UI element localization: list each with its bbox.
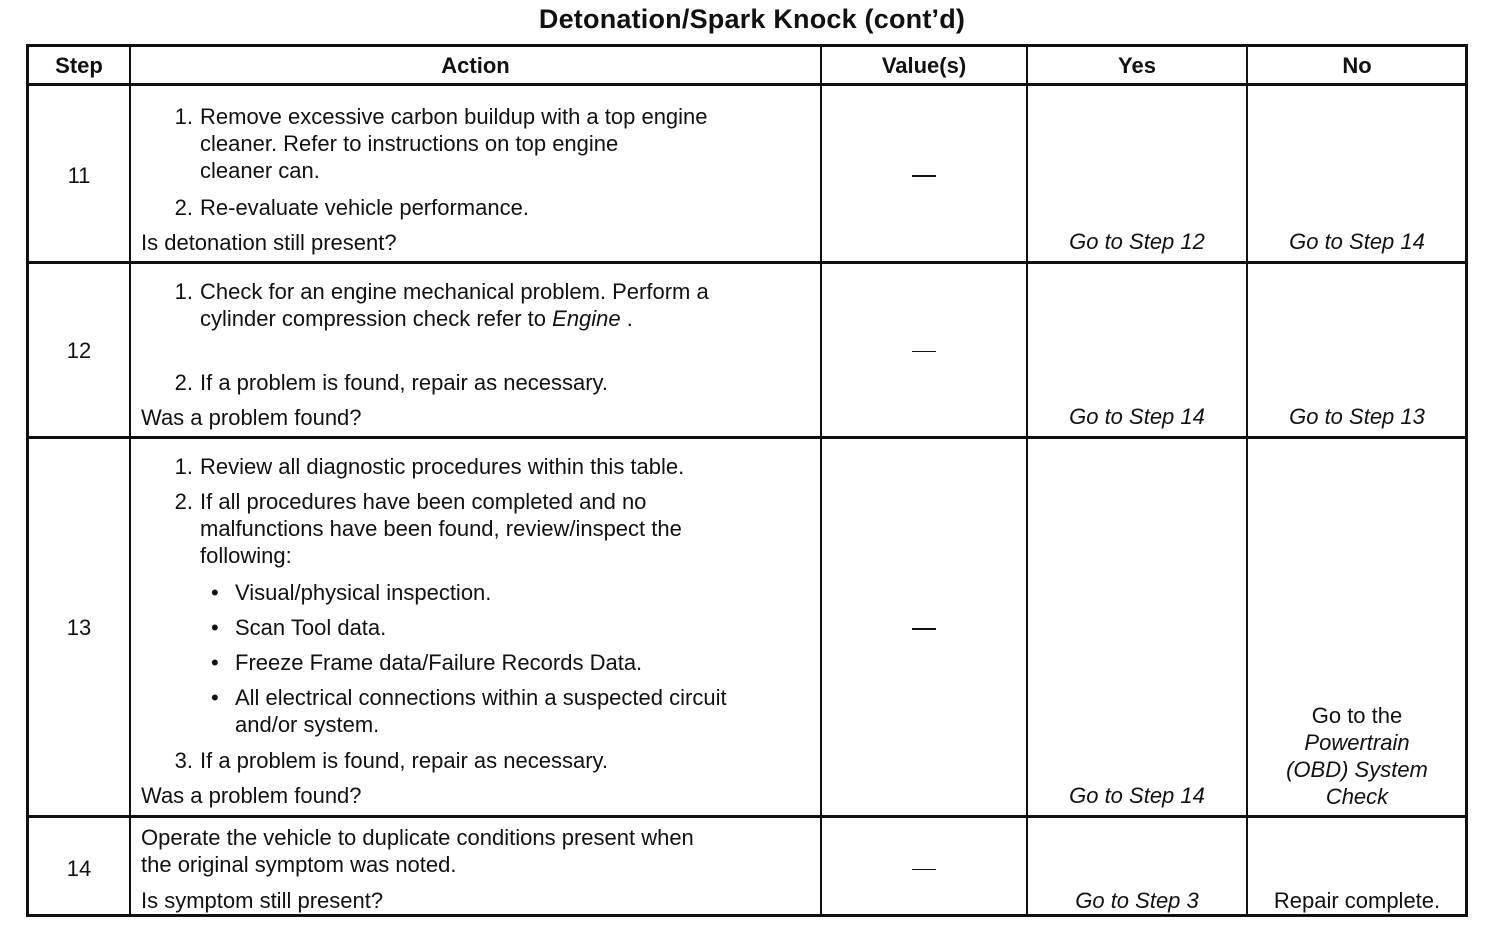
action-cell [141, 824, 811, 914]
text-line: Operate the vehicle to duplicate conditions present when [141, 825, 694, 850]
text-span: . [620, 306, 633, 331]
action-cell [141, 278, 811, 428]
item-text [200, 278, 709, 332]
header-yes: Yes [1118, 53, 1156, 78]
item-number: 3. [174, 748, 193, 773]
item-text: If a problem is found, repair as necessary. [200, 748, 609, 773]
action-question: Was a problem found? [141, 405, 362, 430]
action-cell [141, 103, 811, 253]
item-number: 1. [174, 104, 193, 129]
no-link [1248, 702, 1466, 810]
value-dash [912, 869, 936, 870]
action-question: Was a problem found? [141, 783, 362, 808]
yes-link: Go to Step 12 [1069, 229, 1205, 254]
engine-reference: Engine [552, 306, 621, 331]
bullet-text: Freeze Frame data/Failure Records Data. [235, 650, 643, 675]
bullet-icon: • [211, 580, 219, 605]
step-number: 11 [67, 163, 91, 188]
bullet-text [235, 684, 727, 738]
no-link: Go to Step 14 [1289, 229, 1425, 254]
action-question: Is detonation still present? [141, 230, 397, 255]
table-header [29, 47, 1465, 86]
text-line [200, 305, 709, 332]
bullet-icon: • [211, 615, 219, 640]
text-line: cleaner can. [200, 158, 320, 183]
header-no: No [1342, 53, 1372, 78]
text-line: Go to the [1311, 703, 1403, 728]
no-text: Repair complete. [1273, 888, 1441, 913]
yes-link: Go to Step 14 [1069, 404, 1205, 429]
item-number: 1. [174, 279, 193, 304]
header-values: Value(s) [881, 53, 967, 78]
text-line: cleaner. Refer to instructions on top engine [200, 131, 619, 156]
page-title: Detonation/Spark Knock (cont’d) [538, 4, 966, 34]
text-line: and/or system. [235, 712, 380, 737]
item-number: 2. [174, 195, 193, 220]
value-dash [912, 351, 936, 352]
text-line: the original symptom was noted. [141, 852, 457, 877]
item-text [200, 488, 682, 569]
column-divider [820, 47, 822, 914]
item-text: Review all diagnostic procedures within this table. [200, 454, 685, 479]
step-number: 13 [66, 615, 92, 640]
value-dash [912, 175, 936, 177]
text-line: malfunctions have been found, review/inspect the [200, 516, 682, 541]
text-line: If all procedures have been completed and no [200, 489, 647, 514]
powertrain-reference: (OBD) System [1286, 757, 1428, 782]
yes-link: Go to Step 14 [1069, 783, 1205, 808]
item-number: 1. [174, 454, 193, 479]
text-line: All electrical connections within a suspected circuit [235, 685, 727, 710]
item-text [200, 103, 708, 184]
powertrain-reference: Check [1325, 784, 1389, 809]
text-line: following: [200, 543, 292, 568]
item-number: 2. [174, 489, 193, 514]
row-divider [29, 815, 1465, 818]
no-link: Go to Step 13 [1289, 404, 1425, 429]
action-question: Is symptom still present? [141, 888, 384, 913]
column-divider [129, 47, 131, 914]
step-number: 12 [66, 338, 92, 363]
powertrain-reference: Powertrain [1304, 730, 1410, 755]
header-step: Step [55, 53, 103, 78]
text-line: Remove excessive carbon buildup with a top engine [200, 104, 708, 129]
text-line: Check for an engine mechanical problem. Perform a [200, 279, 709, 304]
bullet-icon: • [211, 650, 219, 675]
header-action: Action [441, 53, 510, 78]
bullet-icon: • [211, 685, 219, 710]
value-dash [912, 628, 936, 630]
text-span: cylinder compression check refer to [200, 306, 553, 331]
item-text: If a problem is found, repair as necessary. [200, 370, 609, 395]
action-cell [141, 453, 811, 808]
row-divider [29, 436, 1465, 439]
step-number: 14 [66, 856, 92, 881]
row-divider [29, 261, 1465, 264]
action-text [141, 824, 694, 878]
yes-link: Go to Step 3 [1075, 888, 1199, 913]
diagnostic-table [26, 44, 1468, 917]
item-number: 2. [174, 370, 193, 395]
bullet-text: Scan Tool data. [235, 615, 387, 640]
bullet-text: Visual/physical inspection. [235, 580, 492, 605]
item-text: Re-evaluate vehicle performance. [200, 195, 529, 220]
